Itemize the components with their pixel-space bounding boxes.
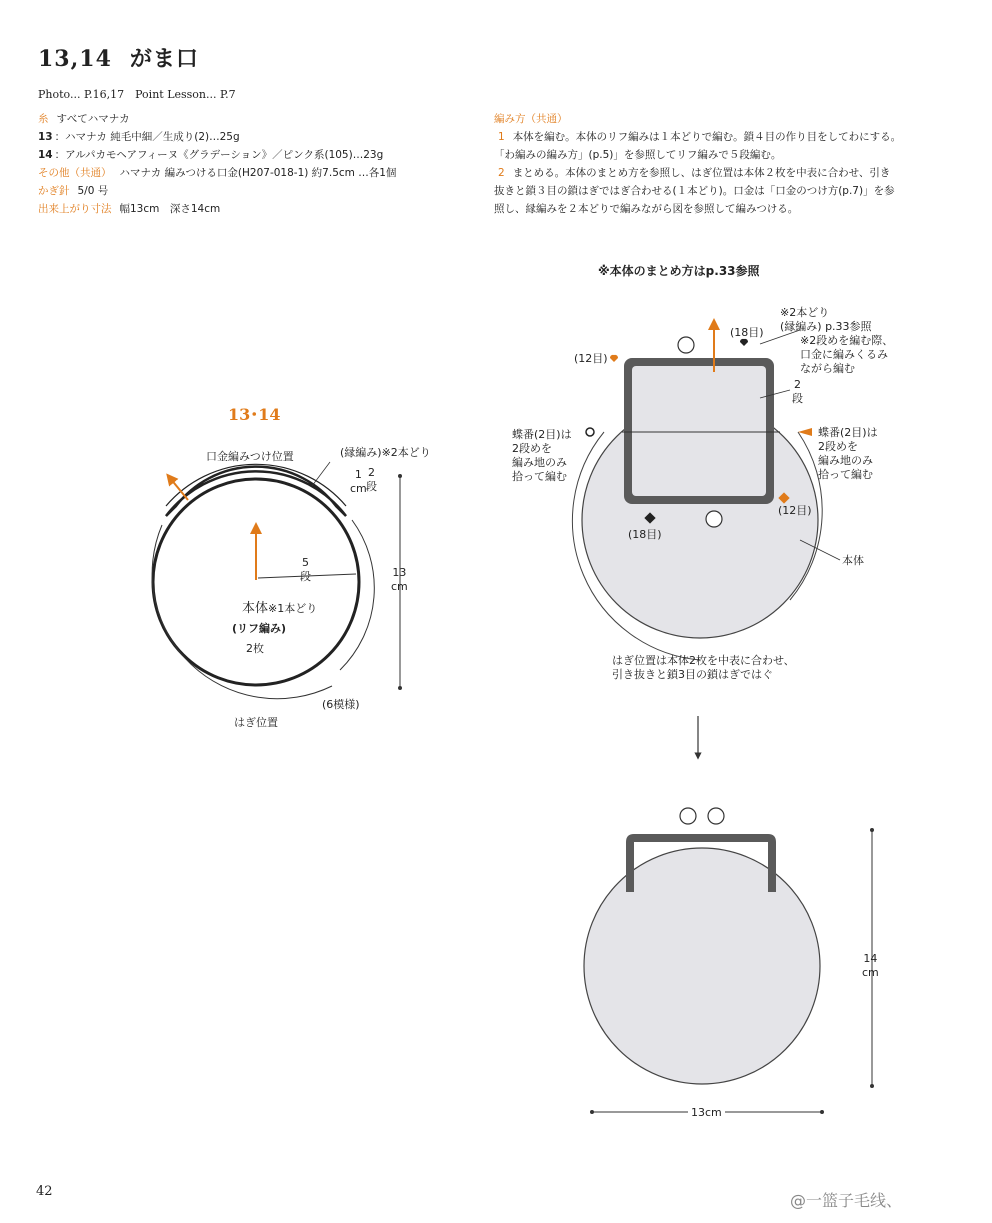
- edge-band: [166, 467, 346, 516]
- hinge-right-1: 蝶番(2目)は: [818, 426, 878, 439]
- pattern-title: がま口: [129, 47, 199, 72]
- edge-label: [340, 446, 431, 460]
- left-diagram: [152, 462, 402, 699]
- step2-line2: 抜きと鎖３目の鎖はぎではぎ合わせる(１本どり)。口金は「口金のつけ方(p.7)」を参: [494, 185, 895, 197]
- one-cm-value: 1: [354, 468, 362, 481]
- rows2-unit: 段: [366, 480, 377, 493]
- r12-bottom-label: (12目): [778, 504, 812, 517]
- clasp-inner: [632, 366, 766, 496]
- item14-number: 14: [38, 149, 53, 161]
- dim14-value: 14: [863, 952, 878, 965]
- label-leader: [312, 462, 330, 486]
- hinge-right-note: [818, 426, 878, 482]
- pattern-label: (6模様): [322, 698, 360, 711]
- clasp-position-label: 口金編みつけ位置: [206, 450, 294, 463]
- dim14-bottom-dot: [870, 1084, 874, 1088]
- hinge-left-1: 蝶番(2目)は: [512, 428, 572, 441]
- pattern-number: 13,14: [38, 46, 112, 72]
- note-two-strand-1: ※2本どり: [780, 306, 830, 319]
- item13-text: ：ハマナカ 純毛中細／生成り(2)…25g: [54, 131, 240, 143]
- rows2-right-unit: 段: [792, 392, 803, 405]
- r12-top-label: (12目): [574, 352, 608, 365]
- hinge-right-4: 拾って編む: [818, 468, 873, 481]
- note-wrap-1: ※2段めを編む際、: [800, 334, 894, 347]
- rows2-right-label: [792, 378, 803, 406]
- size-label: 出来上がり寸法: [38, 203, 112, 215]
- r18-top-label: (18目): [730, 326, 764, 339]
- method-label: 編み方（共通）: [494, 113, 568, 125]
- count-label: 2枚: [246, 642, 264, 655]
- dim13-bottom-label: 13cm: [688, 1106, 725, 1120]
- dim13b-left-dot: [590, 1110, 594, 1114]
- purse-body: [584, 848, 820, 1084]
- page-number: 42: [36, 1184, 53, 1199]
- knob-left: [678, 337, 694, 353]
- item14-text: ：アルパカモヘアフィーヌ《グラデーション》／ピンク系(105)…23g: [54, 149, 384, 161]
- rows2-label: [366, 466, 377, 494]
- edge-note: ※2本どり: [381, 446, 431, 459]
- hinge-left-note: [512, 428, 572, 484]
- rif-label: (リフ編み): [232, 622, 287, 635]
- note-wrap: [800, 334, 893, 376]
- one-cm-label: [350, 468, 367, 496]
- rows2-right-value: 2: [794, 378, 801, 391]
- seam-note-1: はぎ位置は本体2枚を中表に合わせ、: [612, 654, 795, 667]
- step2-number: 2: [498, 167, 505, 179]
- photo-reference: Photo... P.16,17 Point Lesson... P.7: [38, 88, 236, 101]
- item13-number: 13: [38, 131, 53, 143]
- rows5-label: [300, 556, 311, 584]
- hinge-dot-left: [586, 428, 594, 436]
- dim13b-right-dot: [820, 1110, 824, 1114]
- body-right-label: 本体: [842, 554, 864, 567]
- seam-label: はぎ位置: [234, 716, 278, 729]
- yarn-label: 糸: [38, 113, 49, 125]
- watermark: @一篮子毛线、: [790, 1191, 903, 1210]
- dim13-label: [391, 566, 408, 594]
- rows2-value: 2: [368, 466, 375, 479]
- seam-note-2: 引き抜きと鎖3目の鎖はぎではぐ: [612, 668, 773, 681]
- step2-text-1: まとめる。本体のまとめ方を参照し、はぎ位置は本体２枚を中表に合わせ、引き: [512, 167, 891, 179]
- hinge-left-4: 拾って編む: [512, 470, 567, 483]
- step2-line3: 照し、縁編みを２本どりで編みながら図を参照して編みつける。: [494, 203, 799, 215]
- dim14-label: [862, 952, 879, 980]
- hinge-left-3: 編み地のみ: [512, 456, 567, 469]
- note-wrap-2: 口金に編みくるみ: [800, 348, 888, 361]
- right-bottom-diagram: [584, 808, 874, 1114]
- dim14-top-dot: [870, 828, 874, 832]
- body-note: ※1本どり: [268, 602, 318, 615]
- hook-label: かぎ針: [38, 185, 70, 197]
- assembly-reference: ※本体のまとめ方はp.33参照: [598, 264, 760, 278]
- seam-note: [612, 654, 795, 682]
- heart-marker-left: [610, 355, 618, 362]
- dim13-top-dot: [398, 474, 402, 478]
- diagram-subtitle: 13･14: [228, 405, 281, 424]
- yarn-value: すべてハマナカ: [56, 113, 130, 125]
- r18-bottom-label: (18目): [628, 528, 662, 541]
- dim13-bottom-dot: [398, 686, 402, 690]
- knob-a: [680, 808, 696, 824]
- dim14-unit: cm: [862, 966, 879, 979]
- dim13-value: 13: [392, 566, 407, 579]
- edge-arrow: [170, 478, 188, 500]
- other-label: その他（共通）: [38, 167, 112, 179]
- knob-b: [708, 808, 724, 824]
- hinge-right-3: 編み地のみ: [818, 454, 873, 467]
- other-value: ハマナカ 編みつける口金(H207-018-1) 約7.5cm …各1個: [119, 167, 397, 179]
- step1-line2: 「わ編みの編み方」(p.5)」を参照してリフ編みで５段編む。: [494, 149, 782, 161]
- knob-right: [706, 511, 722, 527]
- note-two-strand-2: (縁編み) p.33参照: [780, 320, 872, 333]
- dim13-unit: cm: [391, 580, 408, 593]
- hook-value: 5/0 号: [77, 185, 109, 197]
- rows5-unit: 段: [300, 570, 311, 583]
- size-value: 幅13cm 深さ14cm: [119, 203, 221, 215]
- hinge-left-2: 2段めを: [512, 442, 552, 455]
- body-label-text: 本体: [242, 601, 269, 616]
- step1-text-1: 本体を編む。本体のリフ編みは１本どりで編む。鎖４目の作り目をしてわにする。: [512, 131, 902, 143]
- step1-number: 1: [498, 131, 505, 143]
- edge-label-text: (縁編み): [340, 446, 382, 459]
- rows5-value: 5: [302, 556, 309, 569]
- one-cm-unit: cm: [350, 482, 367, 495]
- body-label: [242, 602, 317, 616]
- note-two-strand: [780, 306, 872, 334]
- note-wrap-3: ながら編む: [800, 362, 855, 375]
- hinge-right-2: 2段めを: [818, 440, 858, 453]
